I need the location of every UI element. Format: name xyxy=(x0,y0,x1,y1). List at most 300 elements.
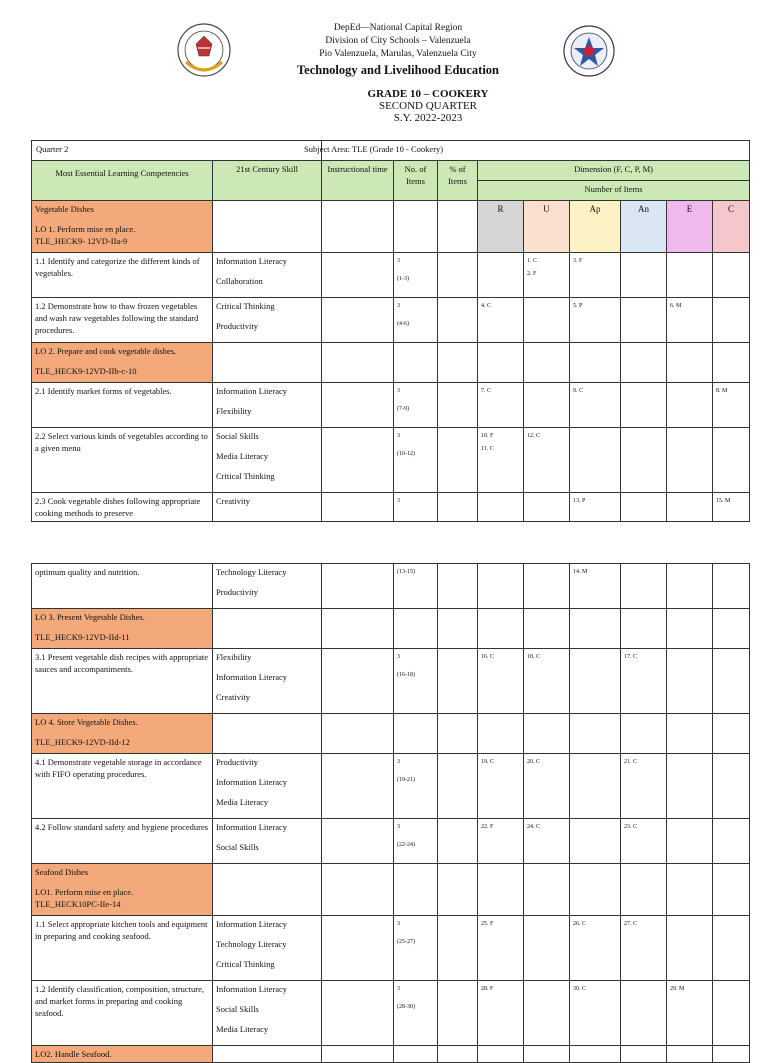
item-code: 8. M xyxy=(716,388,728,394)
lo-row xyxy=(32,343,750,383)
learning-outcome-cell xyxy=(32,609,213,649)
dimension-cell xyxy=(667,864,713,916)
instructional-time-cell xyxy=(322,754,394,819)
item-code: 9. C xyxy=(573,388,584,394)
division-seal-logo xyxy=(176,22,232,78)
skill-item: Technology Literacy xyxy=(216,567,287,577)
skill-item: Technology Literacy xyxy=(216,939,287,949)
dimension-cell xyxy=(713,864,750,916)
learning-outcome-cell xyxy=(32,1046,213,1063)
items-value: 3 xyxy=(397,258,400,264)
empty-cell xyxy=(394,714,438,754)
dimension-cell xyxy=(524,298,570,343)
dimension-label-C: C xyxy=(713,201,750,253)
items-value: 3 xyxy=(397,433,400,439)
competency-cell: 1.2 Identify classification, composition, structure, and market forms in preparing and cooking seafood. xyxy=(32,981,213,1046)
skill-item: Information Literacy xyxy=(216,822,288,832)
skill-cell xyxy=(213,649,322,714)
percent-cell xyxy=(438,754,478,819)
instructional-time-cell xyxy=(322,649,394,714)
table-row xyxy=(32,981,750,1046)
item-code: 1. C xyxy=(527,258,538,264)
competency-cell: 2.2 Select various kinds of vegetables according to a given menu xyxy=(32,428,213,493)
dimension-cell xyxy=(713,916,750,981)
skill-cell xyxy=(213,493,322,522)
items-value: 3 xyxy=(397,303,400,309)
item-code: 14. M xyxy=(573,569,588,575)
competency-cell: 1.2 Demonstrate how to thaw frozen vegetables and wash raw vegetables following the standard procedures. xyxy=(32,298,213,343)
empty-cell xyxy=(438,343,478,383)
skill-item: Critical Thinking xyxy=(216,959,275,969)
grade-title: GRADE 10 – COOKERY xyxy=(367,88,489,100)
dimension-cell xyxy=(621,649,667,714)
learning-outcome-cell xyxy=(32,201,213,253)
dimension-label-U: U xyxy=(524,201,570,253)
skill-item: Productivity xyxy=(216,757,259,767)
items-cell xyxy=(394,428,438,493)
competency-cell: 4.2 Follow standard safety and hygiene procedures xyxy=(32,819,213,864)
dimension-cell xyxy=(524,649,570,714)
lo-row xyxy=(32,864,750,916)
instructional-time-cell xyxy=(322,819,394,864)
dimension-cell xyxy=(667,343,713,383)
dimension-cell xyxy=(570,916,621,981)
items-value: 3 xyxy=(397,986,400,992)
school-year: S.Y. 2022-2023 xyxy=(393,112,463,124)
dimension-cell xyxy=(478,981,524,1046)
learning-outcome-line: LO 2. Prepare and cook vegetable dishes. xyxy=(35,346,177,356)
dimension-cell xyxy=(667,649,713,714)
skill-header: 21st Century Skill xyxy=(213,161,322,201)
dimension-cell xyxy=(621,819,667,864)
dimension-cell xyxy=(524,383,570,428)
dimension-cell xyxy=(570,864,621,916)
competency-cell: 3.1 Present vegetable dish recipes with appropriate sauces and accompaniments. xyxy=(32,649,213,714)
percent-cell xyxy=(438,298,478,343)
dimension-cell xyxy=(570,754,621,819)
subject-area-label: Subject Area: TLE (Grade 10 - Cookery) xyxy=(304,144,444,154)
instructional-time-cell xyxy=(322,298,394,343)
skill-item: Flexibility xyxy=(216,652,252,662)
skill-cell xyxy=(213,564,322,609)
empty-cell xyxy=(213,343,322,383)
lo-row xyxy=(32,201,750,253)
dimension-cell xyxy=(667,714,713,754)
empty-cell xyxy=(322,609,394,649)
item-code: 19. C xyxy=(481,759,495,765)
competency-cell: 1.1 Identify and categorize the different kinds of vegetables. xyxy=(32,253,213,298)
instructional-time-cell xyxy=(322,564,394,609)
dimension-cell xyxy=(524,754,570,819)
percent-cell xyxy=(438,383,478,428)
subject-area-cell xyxy=(304,141,750,161)
dimension-cell xyxy=(478,428,524,493)
skill-item: Information Literacy xyxy=(216,256,288,266)
item-code: 12. C xyxy=(527,433,541,439)
learning-outcome-line: TLE_HECK9-12VD-IId-12 xyxy=(35,737,130,747)
dimension-cell xyxy=(713,383,750,428)
dimension-cell xyxy=(713,1046,750,1063)
dimension-cell xyxy=(524,428,570,493)
learning-outcome-line: TLE_HECK9- 12VD-IIa-9 xyxy=(35,236,128,246)
dimension-header: Dimension (F, C, P, M) xyxy=(478,161,750,181)
item-code: 15. M xyxy=(716,498,731,504)
learning-outcome-line: LO1. Perform mise en place. xyxy=(35,887,134,897)
dimension-cell xyxy=(570,383,621,428)
dimension-cell xyxy=(570,819,621,864)
learning-outcome-line: Seafood Dishes xyxy=(35,867,89,877)
number-of-items-header: Number of Items xyxy=(478,181,750,201)
grade-title-block xyxy=(300,88,556,124)
learning-outcome-line: LO 4. Store Vegetable Dishes. xyxy=(35,717,138,727)
items-value: 3 xyxy=(397,759,400,765)
dimension-cell xyxy=(621,253,667,298)
competency-cell: 2.1 Identify market forms of vegetables. xyxy=(32,383,213,428)
items-value: (22-24) xyxy=(397,842,415,848)
item-code: 23. C xyxy=(624,824,638,830)
empty-cell xyxy=(213,714,322,754)
table-row xyxy=(32,298,750,343)
dimension-cell xyxy=(621,493,667,522)
item-code: 25. F xyxy=(481,921,494,927)
header-line-3: Pio Valenzuela, Marulas, Valenzuela City xyxy=(319,49,477,59)
dimension-cell xyxy=(524,1046,570,1063)
learning-outcome-cell xyxy=(32,714,213,754)
dimension-cell xyxy=(621,714,667,754)
empty-cell xyxy=(438,609,478,649)
quarter-title: SECOND QUARTER xyxy=(378,100,478,112)
items-value: 3 xyxy=(397,388,400,394)
dimension-cell xyxy=(621,383,667,428)
item-code: 11. C xyxy=(481,446,494,452)
empty-cell xyxy=(394,609,438,649)
dimension-cell xyxy=(667,754,713,819)
skill-item: Social Skills xyxy=(216,842,259,852)
item-code: 5. P xyxy=(573,303,583,309)
dimension-cell xyxy=(524,819,570,864)
items-cell xyxy=(394,493,438,522)
table-row xyxy=(32,253,750,298)
dimension-cell xyxy=(478,609,524,649)
instructional-time-cell xyxy=(322,493,394,522)
items-value: (4-6) xyxy=(397,321,409,327)
empty-cell xyxy=(394,1046,438,1063)
empty-cell xyxy=(394,864,438,916)
dimension-cell xyxy=(667,298,713,343)
dimension-cell xyxy=(524,864,570,916)
dimension-cell xyxy=(478,298,524,343)
items-cell xyxy=(394,649,438,714)
percent-cell xyxy=(438,649,478,714)
skill-item: Flexibility xyxy=(216,406,252,416)
table-row xyxy=(32,383,750,428)
table-row xyxy=(32,819,750,864)
items-value: 3 xyxy=(397,921,400,927)
empty-cell xyxy=(438,201,478,253)
competency-cell: 4.1 Demonstrate vegetable storage in accordance with FIFO operating procedures. xyxy=(32,754,213,819)
dimension-cell xyxy=(478,714,524,754)
lo-row xyxy=(32,714,750,754)
percent-cell xyxy=(438,428,478,493)
item-code: 22. F xyxy=(481,824,494,830)
skill-cell xyxy=(213,819,322,864)
skill-cell xyxy=(213,253,322,298)
skill-cell xyxy=(213,298,322,343)
dimension-cell xyxy=(524,564,570,609)
percent-header: % of Items xyxy=(438,161,478,201)
dimension-cell xyxy=(621,609,667,649)
dimension-cell xyxy=(667,1046,713,1063)
skill-cell xyxy=(213,754,322,819)
skill-item: Creativity xyxy=(216,692,250,702)
skill-item: Creativity xyxy=(216,496,250,506)
item-code: 3. F xyxy=(573,258,583,264)
instructional-time-cell xyxy=(322,253,394,298)
dimension-cell xyxy=(713,981,750,1046)
empty-cell xyxy=(438,1046,478,1063)
empty-cell xyxy=(438,864,478,916)
empty-cell xyxy=(322,864,394,916)
skill-item: Information Literacy xyxy=(216,984,288,994)
item-code: 30. C xyxy=(573,986,587,992)
dimension-cell xyxy=(524,714,570,754)
item-code: 7. C xyxy=(481,388,492,394)
items-value: 3 xyxy=(397,498,400,504)
empty-cell xyxy=(322,201,394,253)
dimension-cell xyxy=(713,564,750,609)
skill-item: Critical Thinking xyxy=(216,301,275,311)
empty-cell xyxy=(213,1046,322,1063)
skill-item: Media Literacy xyxy=(216,797,269,807)
items-value: 3 xyxy=(397,654,400,660)
dimension-cell xyxy=(713,609,750,649)
instructional-time-cell xyxy=(322,383,394,428)
item-code: 2. F xyxy=(527,271,537,277)
learning-outcome-line: TLE_HECK9-12VD-IIb-c-10 xyxy=(35,366,137,376)
dimension-cell xyxy=(570,714,621,754)
dimension-cell xyxy=(713,428,750,493)
dimension-cell xyxy=(621,916,667,981)
dimension-cell xyxy=(570,493,621,522)
dimension-label-Ap: Ap xyxy=(570,201,621,253)
item-code: 13. P xyxy=(573,498,586,504)
learning-outcome-line: TLE_HECK9-12VD-IId-11 xyxy=(35,632,130,642)
tos-table-page-2 xyxy=(31,563,750,1063)
items-value: (16-18) xyxy=(397,672,415,678)
items-cell xyxy=(394,253,438,298)
quarter-cell xyxy=(32,141,322,161)
dimension-label-An: An xyxy=(621,201,667,253)
dimension-cell xyxy=(478,819,524,864)
time-header: Instructional time xyxy=(322,161,394,201)
percent-cell xyxy=(438,916,478,981)
dimension-cell xyxy=(478,564,524,609)
item-code: 6. M xyxy=(670,303,682,309)
instructional-time-cell xyxy=(322,981,394,1046)
dimension-cell xyxy=(667,609,713,649)
items-value: (25-27) xyxy=(397,939,415,945)
item-code: 20. C xyxy=(527,759,541,765)
items-value: (10-12) xyxy=(397,451,415,457)
dimension-cell xyxy=(570,298,621,343)
percent-cell xyxy=(438,564,478,609)
item-code: 26. C xyxy=(573,921,587,927)
dimension-cell xyxy=(478,754,524,819)
empty-cell xyxy=(322,1046,394,1063)
skill-item: Critical Thinking xyxy=(216,471,275,481)
dimension-cell xyxy=(524,253,570,298)
skill-item: Information Literacy xyxy=(216,672,288,682)
dimension-cell xyxy=(667,493,713,522)
skill-item: Information Literacy xyxy=(216,386,288,396)
document-header xyxy=(0,0,768,140)
dimension-cell xyxy=(621,298,667,343)
skill-cell xyxy=(213,981,322,1046)
dimension-cell xyxy=(621,564,667,609)
item-code: 27. C xyxy=(624,921,638,927)
learning-outcome-line: LO2. Handle Seafood. xyxy=(35,1049,112,1059)
skill-item: Media Literacy xyxy=(216,451,269,461)
items-value: (1-3) xyxy=(397,276,409,282)
items-cell xyxy=(394,564,438,609)
items-cell xyxy=(394,916,438,981)
dimension-cell xyxy=(713,253,750,298)
dimension-cell xyxy=(667,916,713,981)
dimension-cell xyxy=(713,493,750,522)
skill-cell xyxy=(213,383,322,428)
item-code: 18. C xyxy=(527,654,541,660)
dimension-cell xyxy=(570,564,621,609)
items-cell xyxy=(394,383,438,428)
empty-cell xyxy=(394,201,438,253)
items-value: (7-9) xyxy=(397,406,409,412)
competency-cell: 1.1 Select appropriate kitchen tools and equipment in preparing and cooking seafood. xyxy=(32,916,213,981)
percent-cell xyxy=(438,493,478,522)
empty-cell xyxy=(322,714,394,754)
table-row xyxy=(32,428,750,493)
percent-cell xyxy=(438,981,478,1046)
dimension-cell xyxy=(478,383,524,428)
dimension-cell xyxy=(478,343,524,383)
skill-item: Productivity xyxy=(216,321,259,331)
skill-item: Productivity xyxy=(216,587,259,597)
skill-item: Social Skills xyxy=(216,1004,259,1014)
competency-cell: optimum quality and nutrition. xyxy=(32,564,213,609)
dimension-cell xyxy=(667,564,713,609)
melc-header: Most Essential Learning Competencies xyxy=(32,161,213,201)
dimension-cell xyxy=(667,253,713,298)
dimension-cell xyxy=(667,428,713,493)
dimension-cell xyxy=(667,383,713,428)
learning-outcome-line: LO 1. Perform mise en place. xyxy=(35,224,136,234)
dimension-cell xyxy=(621,981,667,1046)
dimension-cell xyxy=(478,1046,524,1063)
dimension-cell xyxy=(621,754,667,819)
skill-item: Media Literacy xyxy=(216,1024,269,1034)
dimension-cell xyxy=(621,428,667,493)
learning-outcome-line: Vegetable Dishes xyxy=(35,204,94,214)
dimension-cell xyxy=(570,981,621,1046)
skill-item: Social Skills xyxy=(216,431,259,441)
skill-item: Information Literacy xyxy=(216,919,288,929)
table-row xyxy=(32,564,750,609)
item-code: 29. M xyxy=(670,986,685,992)
deped-seal-logo xyxy=(562,24,616,78)
dimension-cell xyxy=(524,343,570,383)
instructional-time-cell xyxy=(322,428,394,493)
dimension-cell xyxy=(667,819,713,864)
learning-outcome-cell xyxy=(32,343,213,383)
empty-cell xyxy=(322,343,394,383)
dimension-cell xyxy=(478,864,524,916)
items-cell xyxy=(394,298,438,343)
dimension-cell xyxy=(713,714,750,754)
empty-cell xyxy=(213,864,322,916)
item-code: 4. C xyxy=(481,303,492,309)
tos-table-page-1 xyxy=(31,140,750,522)
percent-cell xyxy=(438,253,478,298)
dimension-cell xyxy=(570,343,621,383)
dimension-cell xyxy=(478,253,524,298)
skill-item: Information Literacy xyxy=(216,777,288,787)
dimension-cell xyxy=(478,916,524,981)
lo-row xyxy=(32,1046,750,1063)
dimension-cell xyxy=(570,649,621,714)
dimension-cell xyxy=(570,253,621,298)
dimension-cell xyxy=(478,493,524,522)
items-cell xyxy=(394,981,438,1046)
dimension-cell xyxy=(713,754,750,819)
dimension-cell xyxy=(478,649,524,714)
item-code: 28. F xyxy=(481,986,494,992)
dimension-cell xyxy=(524,916,570,981)
empty-cell xyxy=(394,343,438,383)
skill-item: Collaboration xyxy=(216,276,263,286)
items-value: 3 xyxy=(397,824,400,830)
dimension-cell xyxy=(570,1046,621,1063)
empty-cell xyxy=(213,609,322,649)
dimension-cell xyxy=(713,819,750,864)
empty-cell xyxy=(438,714,478,754)
item-code: 21. C xyxy=(624,759,638,765)
learning-outcome-line: TLE_HECK10PC-IIe-14 xyxy=(35,899,121,909)
dimension-cell xyxy=(524,981,570,1046)
dimension-cell xyxy=(713,298,750,343)
dimension-cell xyxy=(570,428,621,493)
table-row xyxy=(32,916,750,981)
competency-cell: 2.3 Cook vegetable dishes following appropriate cooking methods to preserve xyxy=(32,493,213,522)
learning-outcome-line: LO 3. Present Vegetable Dishes. xyxy=(35,612,145,622)
items-cell xyxy=(394,819,438,864)
table-row xyxy=(32,649,750,714)
empty-cell xyxy=(213,201,322,253)
items-value: (13-15) xyxy=(397,569,415,575)
items-cell xyxy=(394,754,438,819)
instructional-time-cell xyxy=(322,916,394,981)
dimension-label-E: E xyxy=(667,201,713,253)
dimension-cell xyxy=(667,981,713,1046)
dimension-cell xyxy=(713,649,750,714)
header-title: Technology and Livelihood Education xyxy=(296,63,500,77)
skill-cell xyxy=(213,916,322,981)
dimension-label-R: R xyxy=(478,201,524,253)
item-code: 17. C xyxy=(624,654,638,660)
table-row xyxy=(32,754,750,819)
learning-outcome-cell xyxy=(32,864,213,916)
skill-cell xyxy=(213,428,322,493)
items-value: (19-21) xyxy=(397,777,415,783)
dimension-cell xyxy=(621,1046,667,1063)
